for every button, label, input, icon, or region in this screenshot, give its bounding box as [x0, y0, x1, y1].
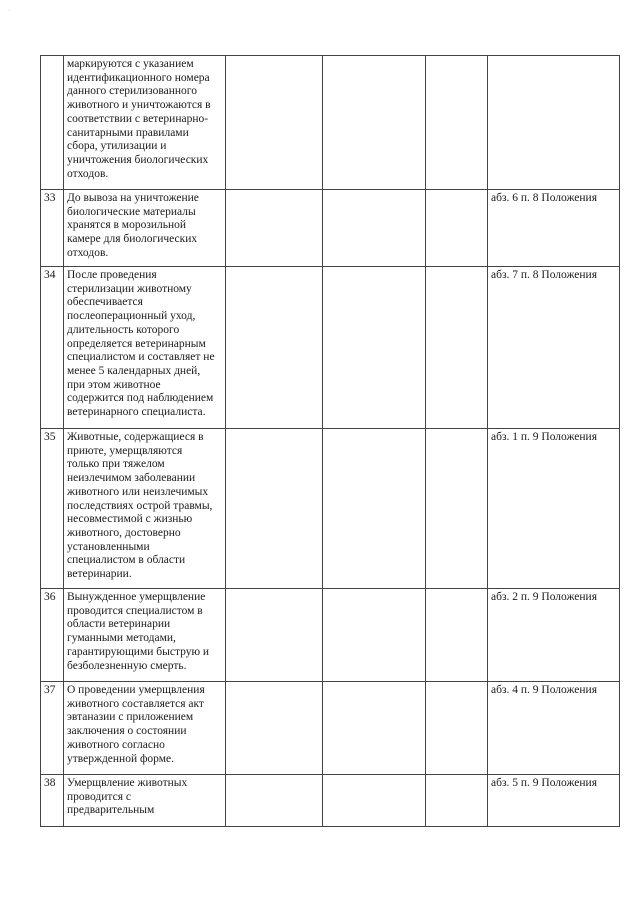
table-row — [41, 589, 620, 682]
answer-cell — [323, 56, 426, 190]
requirements-table — [40, 55, 620, 827]
table-row — [41, 267, 620, 429]
legal-reference: абз. 5 п. 9 Положения — [488, 775, 620, 827]
answer-cell — [426, 682, 488, 775]
table-row — [41, 190, 620, 267]
answer-cell — [323, 682, 426, 775]
answer-cell — [226, 267, 323, 429]
answer-cell — [426, 267, 488, 429]
row-number: 37 — [41, 682, 64, 775]
legal-reference: абз. 7 п. 8 Положения — [488, 267, 620, 429]
legal-reference: абз. 6 п. 8 Положения — [488, 190, 620, 267]
legal-reference — [488, 56, 620, 190]
answer-cell — [226, 190, 323, 267]
row-number: 38 — [41, 775, 64, 827]
answer-cell — [323, 775, 426, 827]
legal-reference: абз. 2 п. 9 Положения — [488, 589, 620, 682]
row-number — [41, 56, 64, 190]
requirement-text: маркируются с указанием идентификационного номера данного стерилизованного животного и уничтожаются в соответствии с ветеринарно- санитарными правилами сбора, утилизации и уничтожения биологических отходов. — [64, 56, 226, 190]
answer-cell — [426, 190, 488, 267]
answer-cell — [323, 429, 426, 589]
scan-speck: · — [8, 8, 10, 14]
answer-cell — [323, 589, 426, 682]
answer-cell — [226, 775, 323, 827]
row-number: 33 — [41, 190, 64, 267]
row-number: 34 — [41, 267, 64, 429]
requirement-text: Вынужденное умерщвление проводится специалистом в области ветеринарии гуманными методами, гарантирующими быструю и безболезненную смерть. — [64, 589, 226, 682]
answer-cell — [426, 56, 488, 190]
answer-cell — [426, 429, 488, 589]
table-row — [41, 429, 620, 589]
requirement-text: Умерщвление животных проводится с предварительным — [64, 775, 226, 827]
legal-reference: абз. 1 п. 9 Положения — [488, 429, 620, 589]
answer-cell — [226, 589, 323, 682]
row-number: 36 — [41, 589, 64, 682]
requirement-text: После проведения стерилизации животному обеспечивается послеоперационный уход, длительность которого определяется ветеринарным специалистом и составляет не менее 5 календарных дней, при этом животное содержится под наблюдением ветеринарного специалиста. — [64, 267, 226, 429]
table-row — [41, 682, 620, 775]
requirement-text: О проведении умерщвления животного составляется акт эвтаназии с приложением заключения о состоянии животного согласно утвержденной форме. — [64, 682, 226, 775]
answer-cell — [226, 429, 323, 589]
table-row — [41, 775, 620, 827]
answer-cell — [226, 682, 323, 775]
answer-cell — [323, 267, 426, 429]
row-number: 35 — [41, 429, 64, 589]
answer-cell — [323, 190, 426, 267]
answer-cell — [426, 775, 488, 827]
legal-reference: абз. 4 п. 9 Положения — [488, 682, 620, 775]
answer-cell — [426, 589, 488, 682]
requirement-text: Животные, содержащиеся в приюте, умерщвляются только при тяжелом неизлечимом заболевании животного или неизлечимых последствиях острой травмы, несовместимой с жизнью животного, достоверно установленными специалистом в области ветеринарии. — [64, 429, 226, 589]
answer-cell — [226, 56, 323, 190]
requirement-text: До вывоза на уничтожение биологические материалы хранятся в морозильной камере для биологических отходов. — [64, 190, 226, 267]
table-row — [41, 56, 620, 190]
